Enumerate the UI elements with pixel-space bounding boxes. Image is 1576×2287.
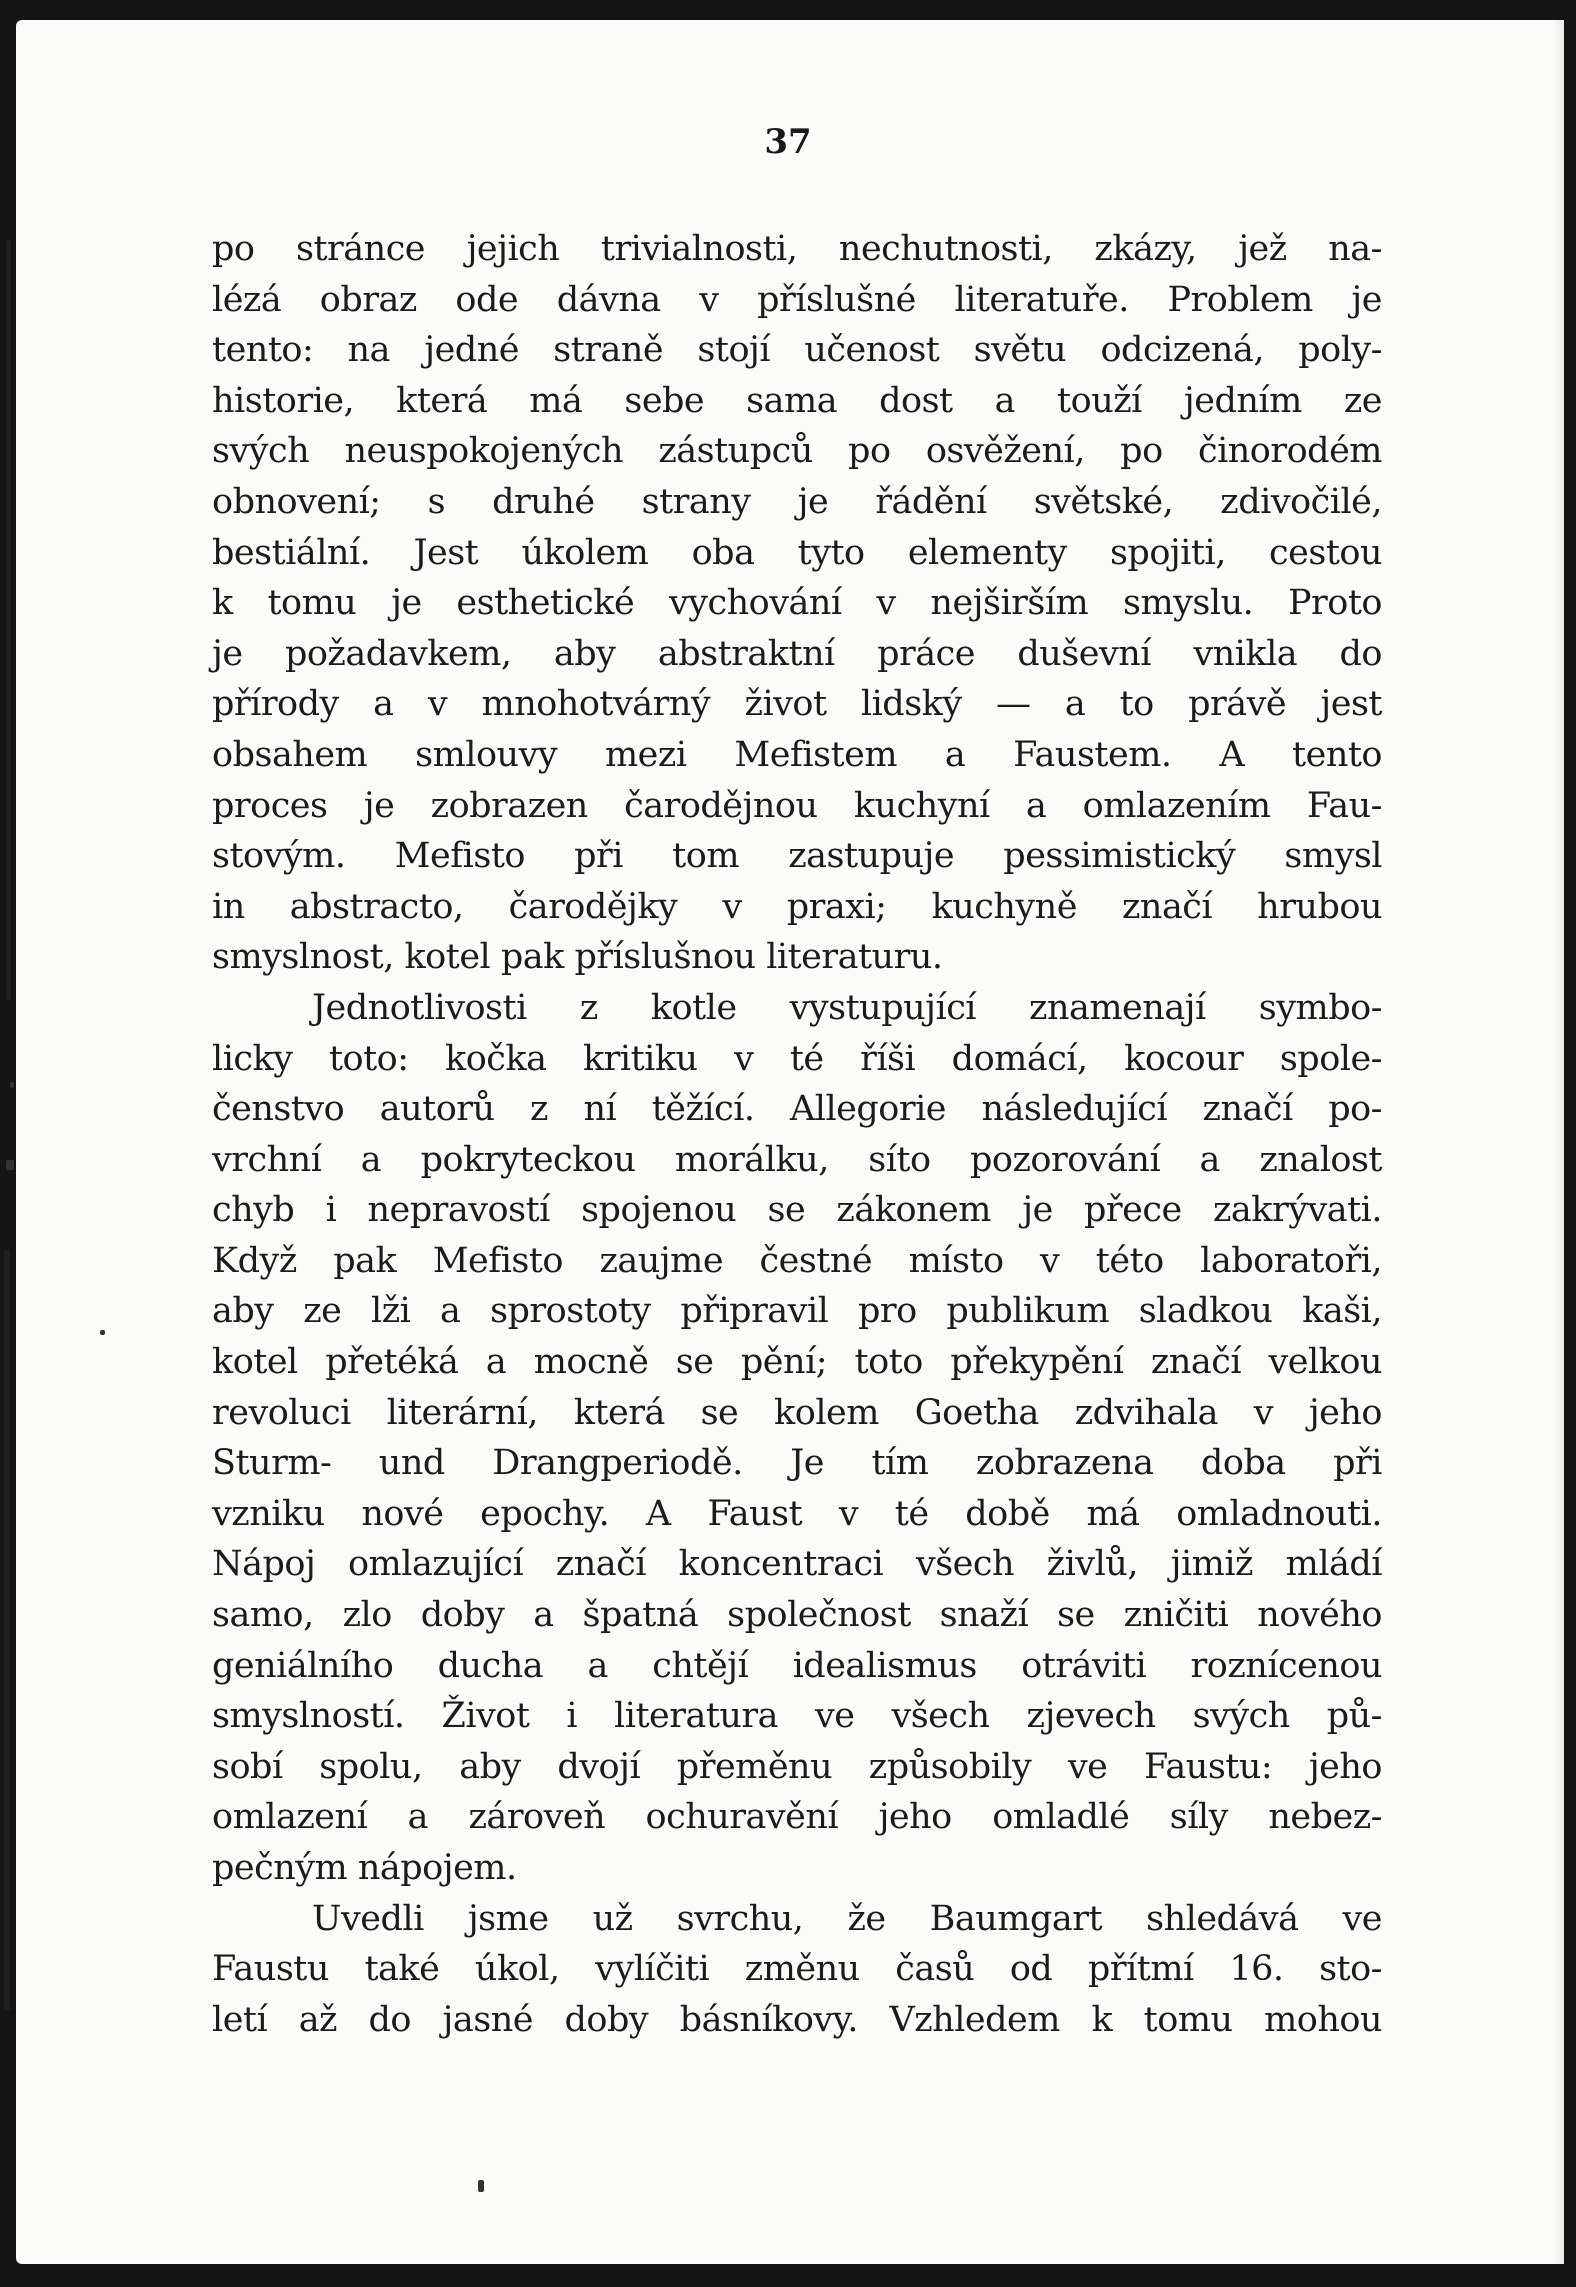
text-line: Uvedli jsme už svrchu, že Baumgart shledává ve	[312, 1898, 1382, 1939]
text-line: přírody a v mnohotvárný život lidský — a to právě jest	[212, 684, 1382, 725]
page-edge	[1554, 20, 1564, 2264]
text-line: svých neuspokojených zástupců po osvěžení, po činorodém	[212, 431, 1382, 472]
text-line: Nápoj omlazující značí koncentraci všech živlů, jimiž mládí	[212, 1544, 1382, 1585]
text-line: smyslností. Život i literatura ve všech zjevech svých pů-	[212, 1696, 1382, 1737]
text-line: chyb i nepravostí spojenou se zákonem je přece zakrývati.	[212, 1190, 1382, 1231]
text-line: sobí spolu, aby dvojí přeměnu způsobily ve Faustu: jeho	[212, 1746, 1382, 1787]
text-line: obsahem smlouvy mezi Mefistem a Faustem. A tento	[212, 734, 1382, 775]
text-line: je požadavkem, aby abstraktní práce duševní vnikla do	[212, 633, 1382, 674]
text-line: kotel přetéká a mocně se pění; toto překypění značí velkou	[212, 1342, 1382, 1383]
text-line: revoluci literární, která se kolem Goetha zdvihala v jeho	[212, 1392, 1382, 1433]
scan-speck	[10, 1082, 14, 1088]
text-line: pečným nápojem.	[212, 1848, 517, 1888]
text-line: proces je zobrazen čarodějnou kuchyní a omlazením Fau-	[212, 785, 1382, 826]
text-line: obnovení; s druhé strany je řádění světské, zdivočilé,	[212, 481, 1382, 522]
text-line: licky toto: kočka kritiku v té říši domácí, kocour spole-	[212, 1038, 1382, 1079]
text-line: Jednotlivosti z kotle vystupující znamenají symbo-	[312, 987, 1382, 1028]
scan-speck	[100, 1330, 105, 1335]
text-line: čenstvo autorů z ní těžící. Allegorie následující značí po-	[212, 1089, 1382, 1130]
text-line: k tomu je esthetické vychování v nejširším smyslu. Proto	[212, 583, 1382, 624]
binding-mark	[6, 240, 11, 1000]
text-line: po stránce jejich trivialnosti, nechutnosti, zkázy, jež na-	[212, 229, 1382, 269]
scan-speck	[6, 1160, 14, 1170]
text-line: Faustu také úkol, vylíčiti změnu časů od přítmí 16. sto-	[212, 1949, 1382, 1990]
text-line: vzniku nové epochy. A Faust v té době má omladnouti.	[212, 1493, 1382, 1534]
text-line: stovým. Mefisto při tom zastupuje pessimistický smysl	[212, 836, 1382, 877]
text-line: smyslnost, kotel pak příslušnou literaturu.	[212, 937, 943, 978]
text-line: Sturm- und Drangperiodě. Je tím zobrazena doba při	[212, 1443, 1382, 1484]
text-line: letí až do jasné doby básníkovy. Vzhledem k tomu mohou	[212, 1999, 1382, 2040]
text-line: bestiální. Jest úkolem oba tyto elementy spojiti, cestou	[212, 532, 1382, 573]
binding-mark	[4, 1250, 10, 2010]
body-text	[212, 224, 1382, 2045]
text-line: historie, která má sebe sama dost a touží jedním ze	[212, 380, 1382, 421]
text-line: in abstracto, čarodějky v praxi; kuchyně značí hrubou	[212, 886, 1382, 927]
scan-speck	[478, 2180, 484, 2192]
text-line: samo, zlo doby a špatná společnost snaží se zničiti nového	[212, 1595, 1382, 1636]
text-line: vrchní a pokryteckou morálku, síto pozorování a znalost	[212, 1139, 1382, 1180]
text-line: geniálního ducha a chtějí idealismus otráviti roznícenou	[212, 1645, 1382, 1686]
text-line: omlazení a zároveň ochuravění jeho omladlé síly nebez-	[212, 1797, 1382, 1838]
text-line: Když pak Mefisto zaujme čestné místo v této laboratoři,	[212, 1240, 1382, 1281]
text-line: aby ze lži a sprostoty připravil pro publikum sladkou kaši,	[212, 1291, 1382, 1332]
text-line: tento: na jedné straně stojí učenost světu odcizená, poly-	[212, 330, 1382, 371]
page-number: 37	[764, 122, 812, 162]
text-line: lézá obraz ode dávna v příslušné literatuře. Problem je	[212, 279, 1382, 320]
